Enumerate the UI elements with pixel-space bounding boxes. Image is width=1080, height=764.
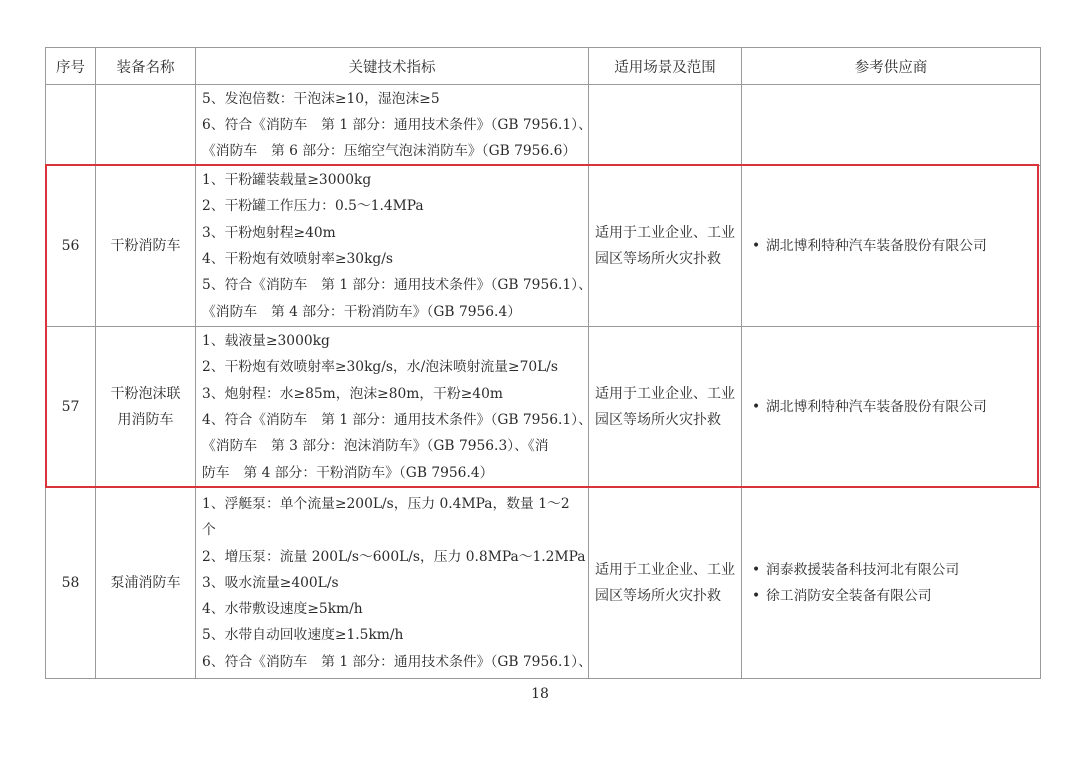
- scene-cell: [589, 327, 742, 488]
- supplier-item: [742, 557, 1040, 583]
- supplier-item: [742, 233, 1040, 259]
- equipment-name-cell: [96, 488, 196, 679]
- row-number: [46, 85, 96, 166]
- bullet-icon: •: [752, 562, 761, 578]
- spec-line: 3、吸水流量≥400L/s: [202, 574, 339, 591]
- table-row: [46, 327, 1041, 488]
- spec-line: 4、符合《消防车 第 1 部分：通用技术条件》（GB 7956.1）、: [202, 412, 592, 428]
- supplier-cell: [742, 166, 1041, 327]
- spec-line: 1、载液量≥3000kg: [202, 333, 330, 350]
- supplier-name: 徐工消防安全装备有限公司: [766, 588, 932, 604]
- equipment-name: 干粉消防车: [110, 238, 181, 254]
- spec-line: 6、符合《消防车 第 1 部分：通用技术条件》（GB 7956.1）、: [202, 653, 592, 670]
- scene-cell: [589, 166, 742, 327]
- spec-line: 2、干粉炮有效喷射率≥30kg/s，水/泡沫喷射流量≥70L/s: [202, 359, 559, 376]
- table-row: [46, 488, 1041, 679]
- header-scene: 适用场景及范围: [589, 48, 742, 85]
- scene-text: 适用于工业企业、工业园区等场所火灾扑救: [595, 225, 735, 267]
- spec-line: 3、炮射程：水≥85m，泡沫≥80m，干粉≥40m: [202, 385, 503, 402]
- spec-line: 个: [202, 522, 216, 539]
- spec-line: 《消防车 第 3 部分：泡沫消防车》（GB 7956.3）、《消: [202, 438, 549, 455]
- header-supplier: 参考供应商: [742, 48, 1041, 85]
- spec-line: 6、符合《消防车 第 1 部分：通用技术条件》（GB 7956.1）、: [202, 116, 592, 133]
- table-header-row: [46, 48, 1041, 85]
- equipment-name-cell: [96, 327, 196, 488]
- bullet-icon: •: [752, 238, 761, 254]
- spec-line: 1、干粉罐装载量≥3000kg: [202, 172, 372, 189]
- equipment-name: 干粉泡沫联用消防车: [110, 386, 181, 428]
- spec-line: 4、干粉炮有效喷射率≥30kg/s: [202, 251, 393, 267]
- bullet-icon: •: [752, 399, 761, 415]
- row-number: 56: [46, 166, 96, 327]
- supplier-name: 润泰救援装备科技河北有限公司: [766, 562, 960, 578]
- scene-cell: [589, 488, 742, 679]
- spec-cell: [196, 327, 592, 488]
- table-row: [46, 166, 1041, 327]
- supplier-item: [742, 394, 1040, 420]
- supplier-name: 湖北博利特种汽车装备股份有限公司: [766, 399, 987, 415]
- spec-line: 4、水带敷设速度≥5km/h: [202, 601, 363, 618]
- scene-text: 适用于工业企业、工业园区等场所火灾扑救: [595, 386, 735, 428]
- row-number: 57: [46, 327, 96, 488]
- scene-cell: [589, 85, 742, 166]
- row-number: 58: [46, 488, 96, 679]
- supplier-cell: [742, 488, 1041, 679]
- supplier-item: [742, 583, 1040, 609]
- bullet-icon: •: [752, 588, 761, 604]
- spec-cell: [196, 166, 592, 327]
- spec-line: 5、发泡倍数：干泡沫≥10，湿泡沫≥5: [202, 90, 440, 107]
- equipment-name: 泵浦消防车: [110, 575, 181, 591]
- page-number: 18: [531, 686, 549, 702]
- supplier-name: 湖北博利特种汽车装备股份有限公司: [766, 238, 987, 254]
- supplier-cell: [742, 327, 1041, 488]
- spec-line: 《消防车 第 4 部分：干粉消防车》（GB 7956.4）: [202, 303, 522, 320]
- scene-text: 适用于工业企业、工业园区等场所火灾扑救: [595, 562, 735, 604]
- header-no: 序号: [46, 48, 96, 85]
- spec-cell: [196, 488, 592, 679]
- spec-line: 3、干粉炮射程≥40m: [202, 224, 336, 241]
- supplier-cell: [742, 85, 1041, 166]
- spec-line: 2、干粉罐工作压力：0.5～1.4MPa: [202, 198, 424, 215]
- spec-cell: [196, 85, 592, 166]
- equipment-name-cell: [96, 85, 196, 166]
- spec-line: 1、浮艇泵：单个流量≥200L/s，压力 0.4MPa，数量 1～2: [202, 495, 570, 512]
- table-row: [46, 85, 1041, 166]
- header-name: 装备名称: [96, 48, 196, 85]
- header-spec: 关键技术指标: [196, 48, 589, 85]
- equipment-name-cell: [96, 166, 196, 327]
- spec-line: 5、符合《消防车 第 1 部分：通用技术条件》（GB 7956.1）、: [202, 277, 592, 294]
- equipment-table: [45, 47, 1041, 679]
- spec-line: 《消防车 第 6 部分：压缩空气泡沫消防车》（GB 7956.6）: [202, 143, 577, 160]
- spec-line: 2、增压泵：流量 200L/s～600L/s，压力 0.8MPa～1.2MPa: [202, 548, 586, 565]
- spec-line: 防车 第 4 部分：干粉消防车》（GB 7956.4）: [202, 464, 494, 481]
- spec-line: 5、水带自动回收速度≥1.5km/h: [202, 627, 404, 644]
